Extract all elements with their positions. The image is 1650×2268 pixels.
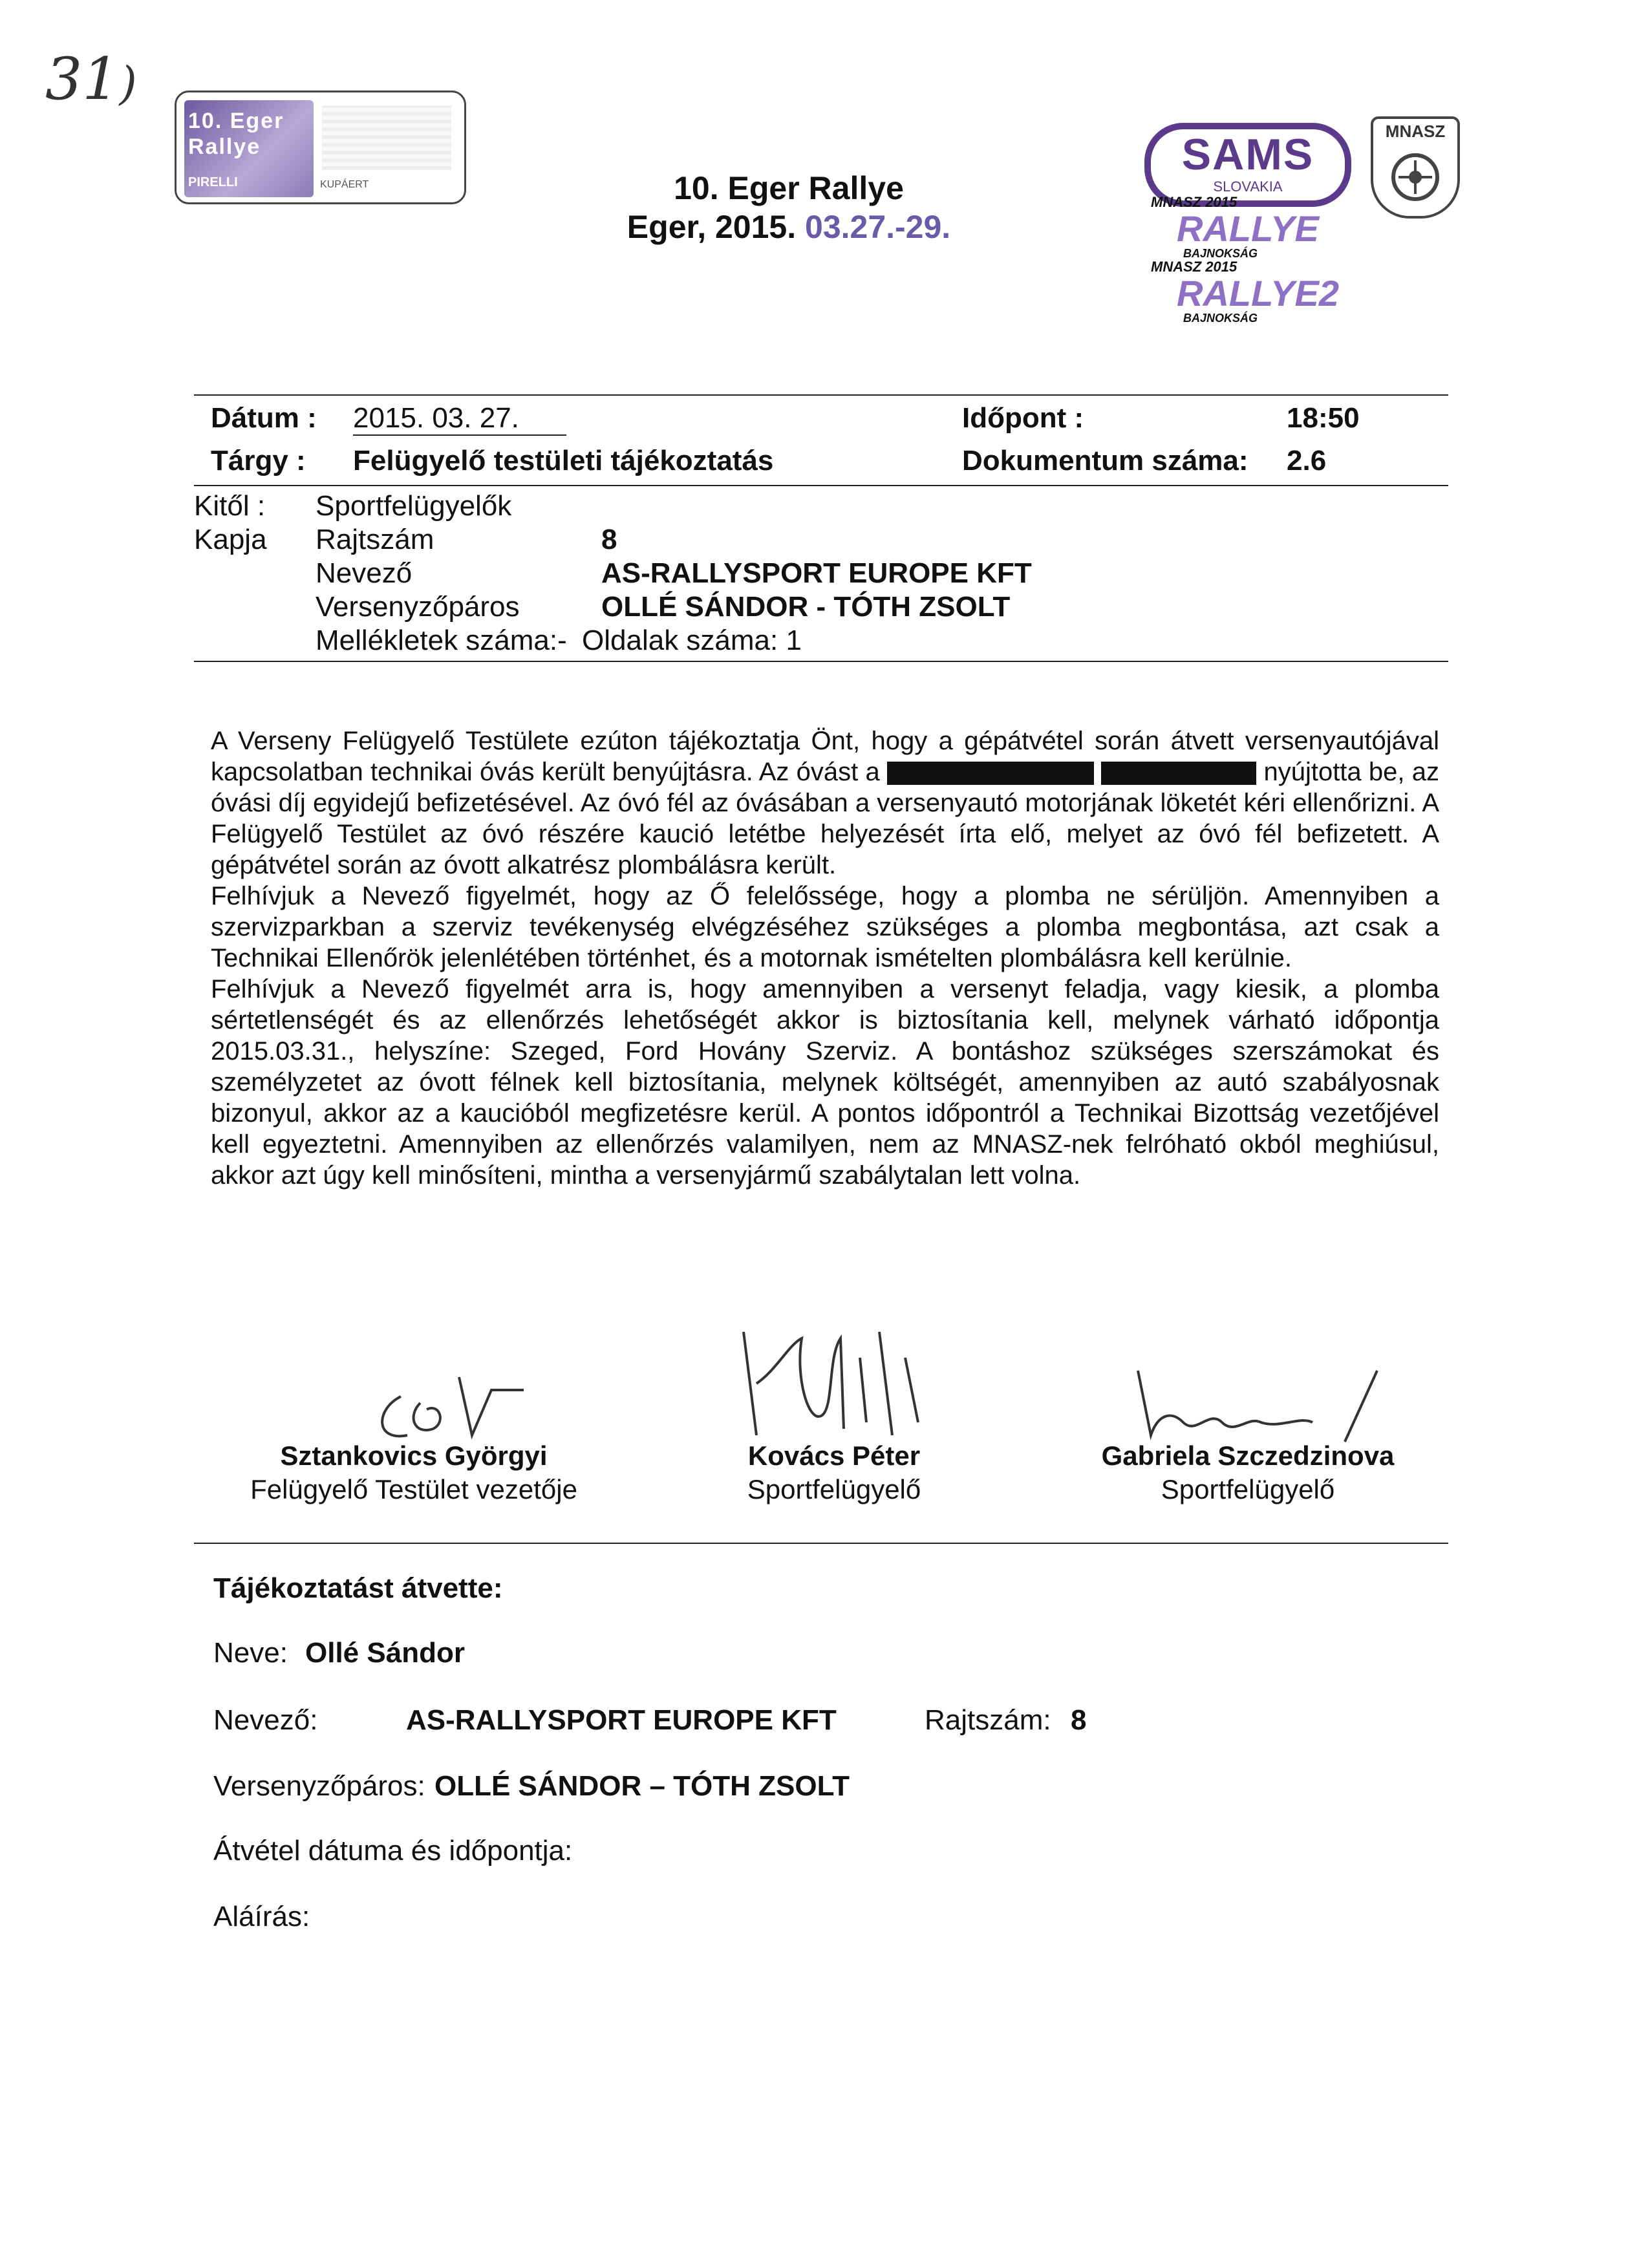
- body-paragraph-1: A Verseny Felügyelő Testülete ezúton tájékoztatja Önt, hogy a gépátvétel során átvett versenyautójával kapcsolatban technikai óvás került benyújtásra. Az óvást a nyújtotta be, az óvási díj egyidejű befizetésével. Az óvó fél az óvásában a versenyautó motorjának löketét kéri ellenőrizni. A Felügyelő Testület az óvó részére kaució letétbe helyezését írta elő, melyet az óvó fél befizetett. A gépátvétel során az óvott alkatrész plombálásra került.: [211, 727, 1439, 879]
- receipt-rajtszam-label: Rajtszám:: [925, 1704, 1051, 1736]
- receipt-title: Tájékoztatást átvette:: [213, 1572, 503, 1604]
- receipt-nevezo-value: AS-RALLYSPORT EUROPE KFT: [406, 1704, 837, 1736]
- dokumentum-label: Dokumentum száma:: [962, 445, 1248, 476]
- kapja-label: Kapja: [194, 524, 267, 555]
- redacted-name-2: [1101, 762, 1256, 785]
- rajtszam-value: 8: [601, 524, 617, 555]
- signer-name-3: Gabriela Szczedzinova: [1101, 1440, 1395, 1471]
- eger-rallye-logo: [175, 91, 466, 204]
- receipt-alairas-label: Aláírás:: [213, 1901, 310, 1932]
- logo-text: 10. Eger Rallye: [188, 109, 284, 159]
- mellekletek-label: Mellékletek száma:-: [316, 625, 567, 656]
- versenyzoparos-value: OLLÉ SÁNDOR - TÓTH ZSOLT: [601, 591, 1011, 623]
- signer-name-2: Kovács Péter: [747, 1440, 921, 1471]
- receipt-neve-value: Ollé Sándor: [305, 1637, 465, 1669]
- receipt-rajtszam-value: 8: [1071, 1704, 1087, 1736]
- receipt-nevezo-label: Nevező:: [213, 1704, 318, 1736]
- targy-label: Tárgy :: [211, 445, 306, 476]
- receipt-versenyzoparos-label: Versenyzőpáros:: [213, 1770, 425, 1802]
- signature-kovacs: [731, 1319, 938, 1448]
- signer-role-3: Sportfelügyelő: [1161, 1474, 1335, 1504]
- signer-name-1: Sztankovics Györgyi: [280, 1440, 548, 1471]
- receipt-neve-label: Neve:: [213, 1637, 288, 1669]
- series-logo-rallye: MNASZ 2015 RALLYE BAJNOKSÁG: [1151, 194, 1319, 260]
- event-date: Eger, 2015. 03.27.-29.: [627, 209, 951, 245]
- receipt-atvetel-label: Átvétel dátuma és időpontja:: [213, 1835, 573, 1867]
- datum-value: 2015. 03. 27.: [353, 402, 519, 434]
- handwritten-page-number: 31): [45, 45, 137, 113]
- logo-sub-right: KUPÁERT: [320, 179, 369, 190]
- series-logo-rallye2: MNASZ 2015 RALLYE2 BAJNOKSÁG: [1151, 259, 1339, 325]
- signature-sztankovics: [362, 1371, 530, 1448]
- versenyzoparos-label: Versenyzőpáros: [316, 591, 520, 623]
- signer-role-2: Sportfelügyelő: [747, 1474, 921, 1504]
- nevezo-value: AS-RALLYSPORT EUROPE KFT: [601, 557, 1032, 589]
- body-paragraph-2: Felhívjuk a Nevező figyelmét, hogy az Ő felelőssége, hogy a plomba ne sérüljön. Amennyiben a szervizparkban a szerviz tevékenység elvégzéséhez szükséges a plomba megbontása, azt csak a Technikai Ellenőrök jelenlétében történhet, és a motornak ismételten plombálásra kell kerülnie.: [211, 882, 1439, 972]
- datum-label: Dátum :: [211, 402, 317, 434]
- mnasz-wheel-icon: [1389, 151, 1441, 203]
- nevezo-label: Nevező: [316, 557, 412, 589]
- routing-bottom-rule: [194, 661, 1448, 662]
- kitol-value: Sportfelügyelők: [316, 490, 512, 522]
- kitol-label: Kitől :: [194, 490, 266, 522]
- idopont-label: Időpont :: [962, 402, 1084, 434]
- dokumentum-value: 2.6: [1287, 445, 1327, 476]
- logo-sub-left: PIRELLI: [188, 175, 238, 189]
- event-title: 10. Eger Rallye: [674, 170, 904, 206]
- signature-szczedzinova: [1131, 1358, 1403, 1448]
- redacted-name: [887, 762, 1094, 785]
- body-text: [211, 725, 1439, 1191]
- receipt-versenyzoparos-value: OLLÉ SÁNDOR – TÓTH ZSOLT: [434, 1770, 850, 1802]
- sams-logo: SAMS SLOVAKIA: [1144, 123, 1351, 207]
- rajtszam-label: Rajtszám: [316, 524, 434, 555]
- header-bottom-rule: [194, 485, 1448, 486]
- header-top-rule: [194, 394, 1448, 396]
- oldalak-label: Oldalak száma: 1: [582, 625, 802, 656]
- datum-underline: [353, 434, 566, 436]
- idopont-value: 18:50: [1287, 402, 1360, 434]
- signer-role-1: Felügyelő Testület vezetője: [250, 1474, 577, 1504]
- body-paragraph-3: Felhívjuk a Nevező figyelmét arra is, hogy amennyiben a versenyt feladja, vagy kiesik, a plomba sértetlenségét és az ellenőrzés lehetőségét akkor is biztosítania kell, melynek várható időpontja 2015.03.31., helyszíne: Szeged, Ford Hovány Szerviz. A bontáshoz szükséges szerszámokat és személyzetet az óvott félnek kell biztosítania, melynek költségét, amennyiben az autó szabályosnak bizonyul, akkor az a kaucióból megfizetésre kerül. A pontos időpontról a Technikai Bizottság vezetőjével kell egyeztetni. Amennyiben az ellenőrzés valamilyen, nem az MNASZ-nek felróható okból meghiúsul, akkor azt úgy kell minősíteni, mintha a versenyjármű szabálytalan lett volna.: [211, 975, 1439, 1190]
- mnasz-logo: MNASZ: [1371, 116, 1460, 219]
- targy-value: Felügyelő testületi tájékoztatás: [353, 445, 774, 476]
- receipt-top-rule: [194, 1543, 1448, 1544]
